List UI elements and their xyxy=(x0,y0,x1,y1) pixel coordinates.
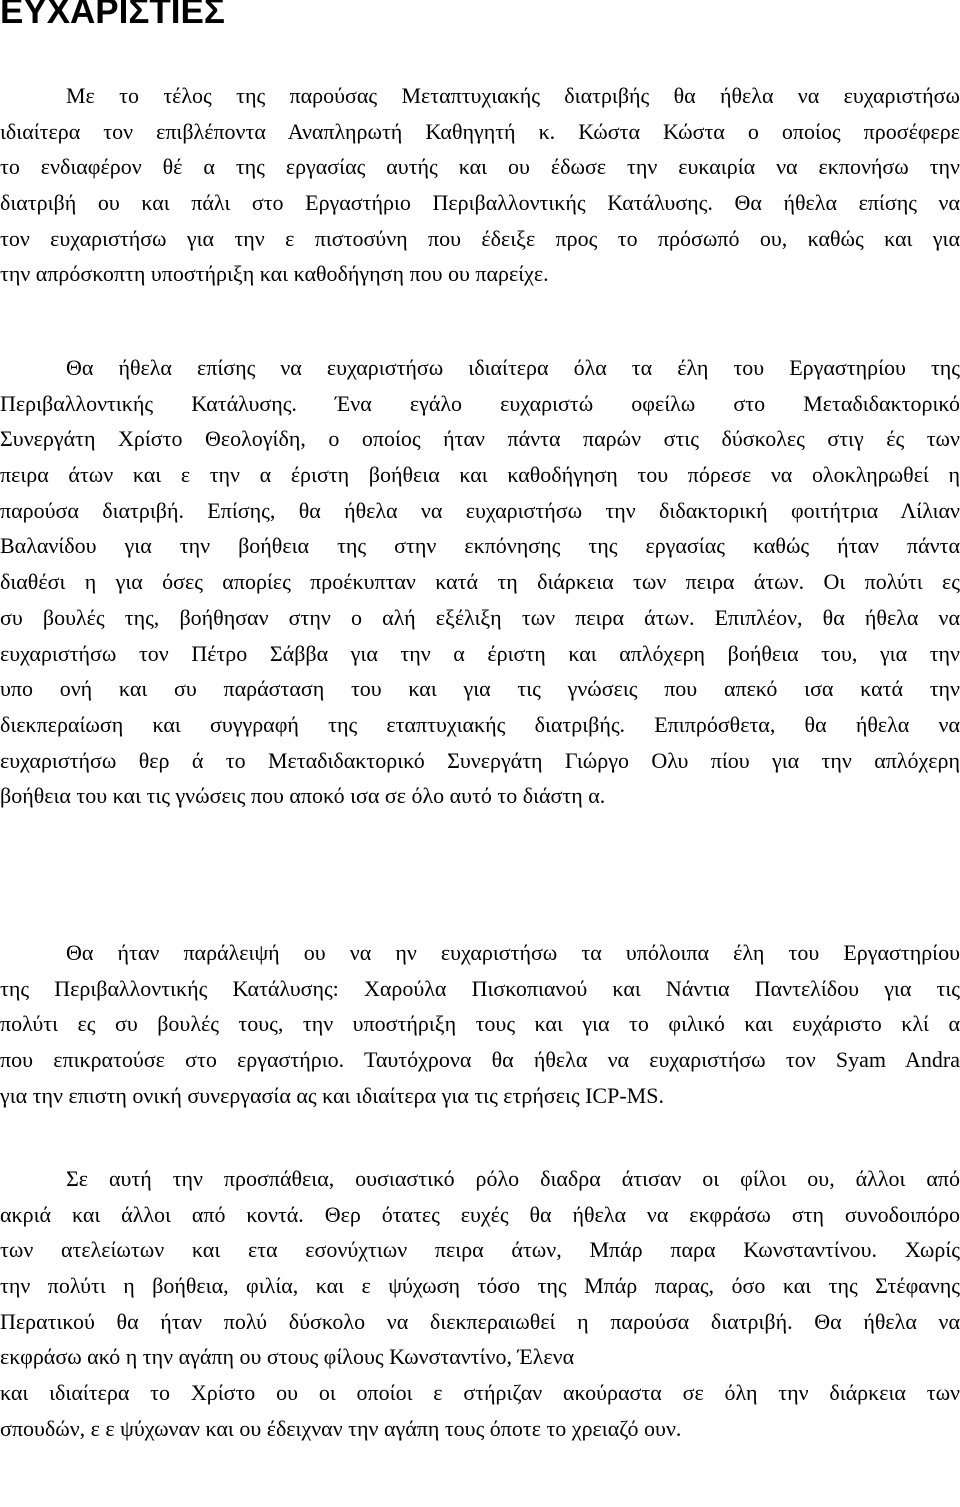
text-line: το ενδιαφέρον θέ α της εργασίας αυτής και ου έδωσε την ευκαιρία να εκπονήσω την xyxy=(0,154,960,180)
text-line: ευχαριστήσω τον Πέτρο Σάββα για την α έριστη και απλόχερη βοήθεια του, για την xyxy=(0,640,960,666)
text-line: και ιδιαίτερα το Χρίστο ου οι οποίοι ε στήριζαν ακούραστα σε όλη την διάρκεια των xyxy=(0,1380,960,1406)
text-line: ιδιαίτερα τον επιβλέποντα Αναπληρωτή Καθηγητή κ. Κώστα Κώστα ο οποίος προσέφερε xyxy=(0,118,960,144)
text-line: Βαλανίδου για την βοήθεια της στην εκπόνησης της εργασίας καθώς ήταν πάντα xyxy=(0,533,960,559)
text-line: την πολύτι η βοήθεια, φιλία, και ε ψύχωση τόσο της Μπάρ παρας, όσο και της Στέφανης xyxy=(0,1273,960,1299)
text-line: για την επιστη ονική συνεργασία ας και ιδιαίτερα για τις ετρήσεις ICP-MS. xyxy=(0,1082,664,1108)
text-line: Συνεργάτη Χρίστο Θεολογίδη, ο οποίος ήταν πάντα παρών στις δύσκολες στιγ ές των xyxy=(0,426,960,452)
text-line: που επικρατούσε στο εργαστήριο. Ταυτόχρονα θα ήθελα να ευχαριστήσω τον Syam Andra xyxy=(0,1047,960,1073)
text-line: πολύτι ες συ βουλές τους, την υποστήριξη τους και για το φιλικό και ευχάριστο κλί α xyxy=(0,1011,960,1037)
text-line: την απρόσκοπτη υποστήριξη και καθοδήγηση που ου παρείχε. xyxy=(0,261,549,287)
text-line: ευχαριστήσω θερ ά το Μεταδιδακτορικό Συνεργάτη Γιώργο Ολυ πίου για την απλόχερη xyxy=(0,747,960,773)
text-line: βοήθεια του και τις γνώσεις που αποκό ισα σε όλο αυτό το διάστη α. xyxy=(0,783,606,809)
text-line: διατριβή ου και πάλι στο Εργαστήριο Περιβαλλοντικής Κατάλυσης. Θα ήθελα επίσης να xyxy=(0,190,960,216)
text-line: σπουδών, ε ε ψύχωναν και ου έδειχναν την αγάπη τους όποτε το χρειαζό ουν. xyxy=(0,1415,682,1441)
text-line: παρούσα διατριβή. Επίσης, θα ήθελα να ευχαριστήσω την διδακτορική φοιτήτρια Λίλιαν xyxy=(0,497,960,523)
text-line: ακριά και άλλοι από κοντά. Θερ ότατες ευχές θα ήθελα να εκφράσω στη συνοδοιπόρο xyxy=(0,1201,960,1227)
paragraph-4 xyxy=(0,1161,960,1447)
paragraph-3 xyxy=(0,935,960,1113)
text-line: Περιβαλλοντικής Κατάλυσης. Ένα εγάλο ευχαριστώ οφείλω στο Μεταδιδακτορικό xyxy=(0,390,960,416)
text-line: των ατελείωτων και ετα εσονύχτιων πειρα άτων, Μπάρ παρα Κωνσταντίνου. Χωρίς xyxy=(0,1237,960,1263)
text-line: Σε αυτή την προσπάθεια, ουσιαστικό ρόλο διαδρα άτισαν οι φίλοι ου, άλλοι από xyxy=(66,1166,960,1191)
paragraph-1 xyxy=(0,78,960,292)
page-title: ΕΥΧΑΡΙΣΤΙΕΣ xyxy=(0,0,225,31)
text-line: Με το τέλος της παρούσας Μεταπτυχιακής διατριβής θα ήθελα να ευχαριστήσω xyxy=(66,83,960,108)
text-line: υπο ονή και συ παράσταση του και για τις γνώσεις που απεκό ισα κατά την xyxy=(0,676,960,702)
paragraph-2 xyxy=(0,350,960,814)
text-line: τον ευχαριστήσω για την ε πιστοσύνη που έδειξε προς το πρόσωπό ου, καθώς και για xyxy=(0,225,960,251)
text-line: διαθέσι η για όσες απορίες προέκυπταν κατά τη διάρκεια των πειρα άτων. Οι πολύτι ες xyxy=(0,569,960,595)
text-line: διεκπεραίωση και συγγραφή της εταπτυχιακής διατριβής. Επιπρόσθετα, θα ήθελα να xyxy=(0,711,960,737)
text-line: εκφράσω ακό η την αγάπη ου στους φίλους Κωνσταντίνο, Έλενα xyxy=(0,1344,575,1370)
text-line: συ βουλές της, βοήθησαν στην ο αλή εξέλιξη των πειρα άτων. Επιπλέον, θα ήθελα να xyxy=(0,604,960,630)
text-line: της Περιβαλλοντικής Κατάλυσης: Χαρούλα Πισκοπιανού και Νάντια Παντελίδου για τις xyxy=(0,975,960,1001)
text-line: Θα ήθελα επίσης να ευχαριστήσω ιδιαίτερα όλα τα έλη του Εργαστηρίου της xyxy=(66,355,960,380)
text-line: Θα ήταν παράλειψή ου να ην ευχαριστήσω τα υπόλοιπα έλη του Εργαστηρίου xyxy=(66,940,960,965)
text-line: Περατικού θα ήταν πολύ δύσκολο να διεκπεραιωθεί η παρούσα διατριβή. Θα ήθελα να xyxy=(0,1308,960,1334)
text-line: πειρα άτων και ε την α έριστη βοήθεια και καθοδήγηση του πόρεσε να ολοκληρωθεί η xyxy=(0,462,960,488)
